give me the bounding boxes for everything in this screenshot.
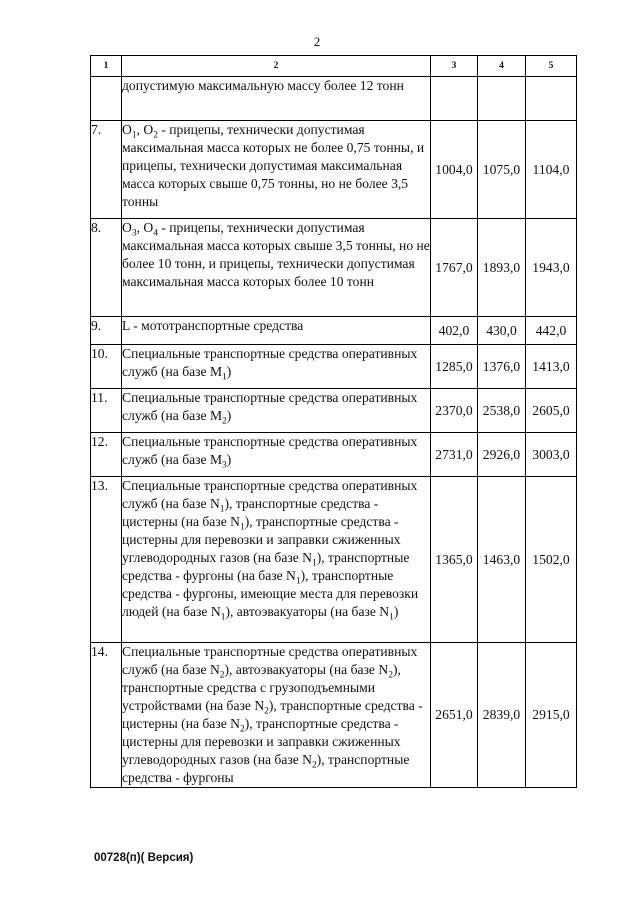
- value-c4: 2926,0: [478, 433, 526, 477]
- row-number: 13.: [91, 477, 122, 643]
- row-number: 14.: [91, 643, 122, 788]
- description-text: L - мототранспортные средства: [122, 318, 304, 333]
- row-description: [122, 77, 431, 121]
- row-number: 9.: [91, 317, 122, 345]
- row-description: [122, 219, 431, 317]
- description-text: ), транспортные средства - фургоны: [122, 752, 410, 785]
- value-c4: 1075,0: [478, 121, 526, 219]
- value-c4: 430,0: [478, 317, 526, 345]
- table-row: [91, 77, 577, 121]
- description-text: - прицепы, технически допустимая максимальная масса которых не более 0,75 тонны, и прицепы, технически допустимая максимальная масса которых свыше 0,75 тонны, но не более 3,5 тонны: [122, 122, 425, 209]
- category-subscript: 2: [222, 416, 227, 427]
- value-c4: 2538,0: [478, 389, 526, 433]
- header-col-1: 1: [91, 56, 122, 77]
- table-row: [91, 389, 577, 433]
- description-text: , O: [136, 220, 154, 235]
- table-row: [91, 219, 577, 317]
- category-subscript: 2: [219, 670, 225, 681]
- value-c3: 1365,0: [431, 477, 478, 643]
- category-subscript: 3: [131, 228, 137, 239]
- row-description: [122, 433, 431, 477]
- header-col-3: 3: [431, 56, 478, 77]
- value-c5: 2915,0: [526, 643, 577, 788]
- category-subscript: 2: [153, 130, 158, 141]
- value-c3: [431, 77, 478, 121]
- description-text: , O: [136, 122, 154, 137]
- value-c4: 1376,0: [478, 345, 526, 389]
- value-c3: 2731,0: [431, 433, 478, 477]
- header-col-2: 2: [122, 56, 431, 77]
- category-subscript: 1: [389, 612, 394, 623]
- table-row: [91, 477, 577, 643]
- row-description: [122, 317, 431, 345]
- value-c5: [526, 77, 577, 121]
- value-c5: 3003,0: [526, 433, 577, 477]
- value-c5: 1104,0: [526, 121, 577, 219]
- tariff-table: [90, 55, 577, 788]
- table-row: [91, 433, 577, 477]
- row-number: 7.: [91, 121, 122, 219]
- value-c3: 1767,0: [431, 219, 478, 317]
- table-row: [91, 121, 577, 219]
- row-description: [122, 121, 431, 219]
- category-subscript: 1: [131, 130, 137, 141]
- category-subscript: 4: [153, 228, 158, 239]
- value-c5: 1943,0: [526, 219, 577, 317]
- header-col-4: 4: [478, 56, 526, 77]
- description-text: ): [226, 408, 232, 423]
- description-text: - прицепы, технически допустимая максимальная масса которых свыше 3,5 тонны, но не более 10 тонн, и прицепы, технически допустимая максимальная масса которых более 10 тонн: [122, 220, 430, 289]
- value-c4: 1463,0: [478, 477, 526, 643]
- category-subscript: 2: [239, 724, 245, 735]
- description-text: ): [226, 452, 232, 467]
- row-number: 11.: [91, 389, 122, 433]
- value-c5: 1413,0: [526, 345, 577, 389]
- description-text: ): [393, 604, 399, 619]
- description-text: ), транспортные средства - фургоны (на базе N: [122, 550, 410, 583]
- description-text: ), транспортные средства с грузоподъемными устройствами (на базе N: [122, 662, 401, 713]
- table-row: [91, 317, 577, 345]
- category-subscript: 1: [295, 576, 301, 587]
- value-c3: 1004,0: [431, 121, 478, 219]
- value-c3: 402,0: [431, 317, 478, 345]
- value-c4: 2839,0: [478, 643, 526, 788]
- category-subscript: 2: [264, 706, 269, 717]
- description-text: ), транспортные средства - цистерны для перевозки и заправки сжиженных углеводородных газов (на базе N: [122, 716, 401, 767]
- document-code: 00728(п)( Версия): [94, 852, 194, 864]
- value-c4: 1893,0: [478, 219, 526, 317]
- category-subscript: 2: [311, 760, 317, 771]
- description-text: Специальные транспортные средства оперативных служб (на базе N: [122, 478, 418, 511]
- value-c4: [478, 77, 526, 121]
- row-number: 12.: [91, 433, 122, 477]
- description-text: ), автоэвакуаторы (на базе N: [224, 662, 389, 677]
- description-text: ), транспортные средства - цистерны (на базе N: [122, 496, 379, 529]
- row-number: [91, 77, 122, 121]
- description-text: допустимую максимальную массу более 12 тонн: [122, 78, 404, 93]
- category-subscript: 1: [222, 372, 227, 383]
- table-row: [91, 643, 577, 788]
- category-subscript: 2: [388, 670, 393, 681]
- row-number: 8.: [91, 219, 122, 317]
- value-c3: 1285,0: [431, 345, 478, 389]
- description-text: O: [122, 122, 132, 137]
- category-subscript: 1: [220, 612, 226, 623]
- header-col-5: 5: [526, 56, 577, 77]
- row-description: [122, 389, 431, 433]
- description-text: O: [122, 220, 132, 235]
- table-row: [91, 345, 577, 389]
- value-c5: 1502,0: [526, 477, 577, 643]
- description-text: ), транспортные средства - фургоны, имеющие места для перевозки людей (на базе N: [122, 568, 419, 619]
- value-c5: 2605,0: [526, 389, 577, 433]
- category-subscript: 1: [311, 558, 317, 569]
- value-c3: 2370,0: [431, 389, 478, 433]
- page-number: 2: [313, 34, 321, 49]
- row-number: 10.: [91, 345, 122, 389]
- description-text: ), транспортные средства - цистерны для перевозки и заправки сжиженных углеводородных газов (на базе N: [122, 514, 401, 565]
- description-text: Специальные транспортные средства оперативных служб (на базе N: [122, 644, 418, 677]
- row-description: [122, 345, 431, 389]
- category-subscript: 3: [222, 460, 227, 471]
- row-description: [122, 477, 431, 643]
- table-header-row: [91, 56, 577, 77]
- table-body: [91, 77, 577, 788]
- description-text: Специальные транспортные средства оперативных служб (на базе M: [122, 346, 418, 379]
- description-text: Специальные транспортные средства оперативных служб (на базе M: [122, 390, 418, 423]
- value-c3: 2651,0: [431, 643, 478, 788]
- description-text: ): [226, 364, 232, 379]
- category-subscript: 1: [219, 504, 225, 515]
- category-subscript: 1: [239, 522, 245, 533]
- value-c5: 442,0: [526, 317, 577, 345]
- description-text: Специальные транспортные средства оперативных служб (на базе M: [122, 434, 418, 467]
- description-text: ), автоэвакуаторы (на базе N: [225, 604, 390, 619]
- row-description: [122, 643, 431, 788]
- description-text: ), транспортные средства - цистерны (на базе N: [122, 698, 423, 731]
